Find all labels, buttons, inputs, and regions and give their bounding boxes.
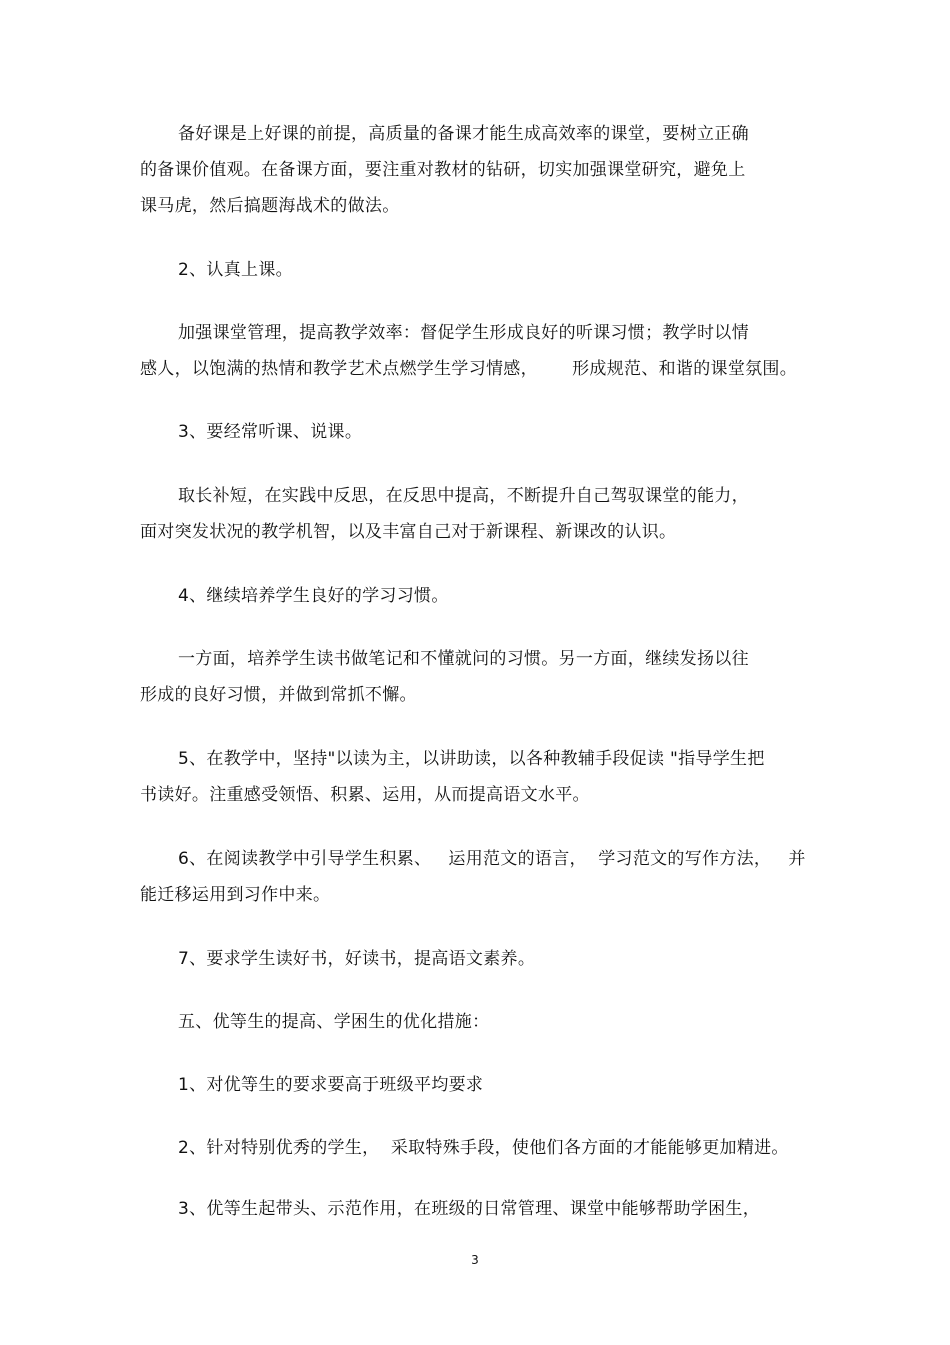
section-heading: 4、继续培养学生良好的学习习惯。	[178, 586, 449, 606]
text-line: 面对突发状况的教学机智，以及丰富自己对于新课程、新课改的认识。	[140, 522, 677, 542]
text-line: 一方面，培养学生读书做笔记和不懂就问的习惯。另一方面，继续发扬以往	[178, 649, 749, 669]
text-line: 感人，以饱满的热情和教学艺术点燃学生学习情感， 形成规范、和谐的课堂氛围。	[140, 359, 798, 379]
text-line: 形成的良好习惯，并做到常抓不懈。	[140, 685, 417, 705]
section-heading: 五、优等生的提高、学困生的优化措施：	[178, 1012, 490, 1032]
text-line: 能迁移运用到习作中来。	[140, 885, 331, 905]
section-heading: 2、认真上课。	[178, 260, 293, 280]
text-line: 加强课堂管理，提高教学效率：督促学生形成良好的听课习惯；教学时以情	[178, 323, 749, 343]
section-heading: 1、对优等生的要求要高于班级平均要求	[178, 1075, 484, 1095]
text-line: 5、在教学中，坚持"以读为主，以讲助读，以各种教辅手段促读 "指导学生把	[178, 749, 765, 769]
text-line: 书读好。注重感受领悟、积累、运用，从而提高语文水平。	[140, 785, 590, 805]
page-number: 3	[471, 1253, 479, 1267]
text-line: 取长补短，在实践中反思，在反思中提高，不断提升自己驾驭课堂的能力，	[178, 486, 749, 506]
section-heading: 3、要经常听课、说课。	[178, 422, 363, 442]
text-line: 课马虎，然后搞题海战术的做法。	[140, 196, 400, 216]
text-line: 的备课价值观。在备课方面，要注重对教材的钻研，切实加强课堂研究，避免上	[140, 160, 746, 180]
text-line: 6、在阅读教学中引导学生积累、 运用范文的语言， 学习范文的写作方法， 并	[178, 849, 806, 869]
section-heading: 7、要求学生读好书，好读书，提高语文素养。	[178, 949, 536, 969]
text-line: 备好课是上好课的前提，高质量的备课才能生成高效率的课堂，要树立正确	[178, 124, 749, 144]
section-heading: 2、针对特别优秀的学生， 采取特殊手段，使他们各方面的才能能够更加精进。	[178, 1138, 789, 1158]
section-heading: 3、优等生起带头、示范作用，在班级的日常管理、课堂中能够帮助学困生，	[178, 1199, 761, 1219]
